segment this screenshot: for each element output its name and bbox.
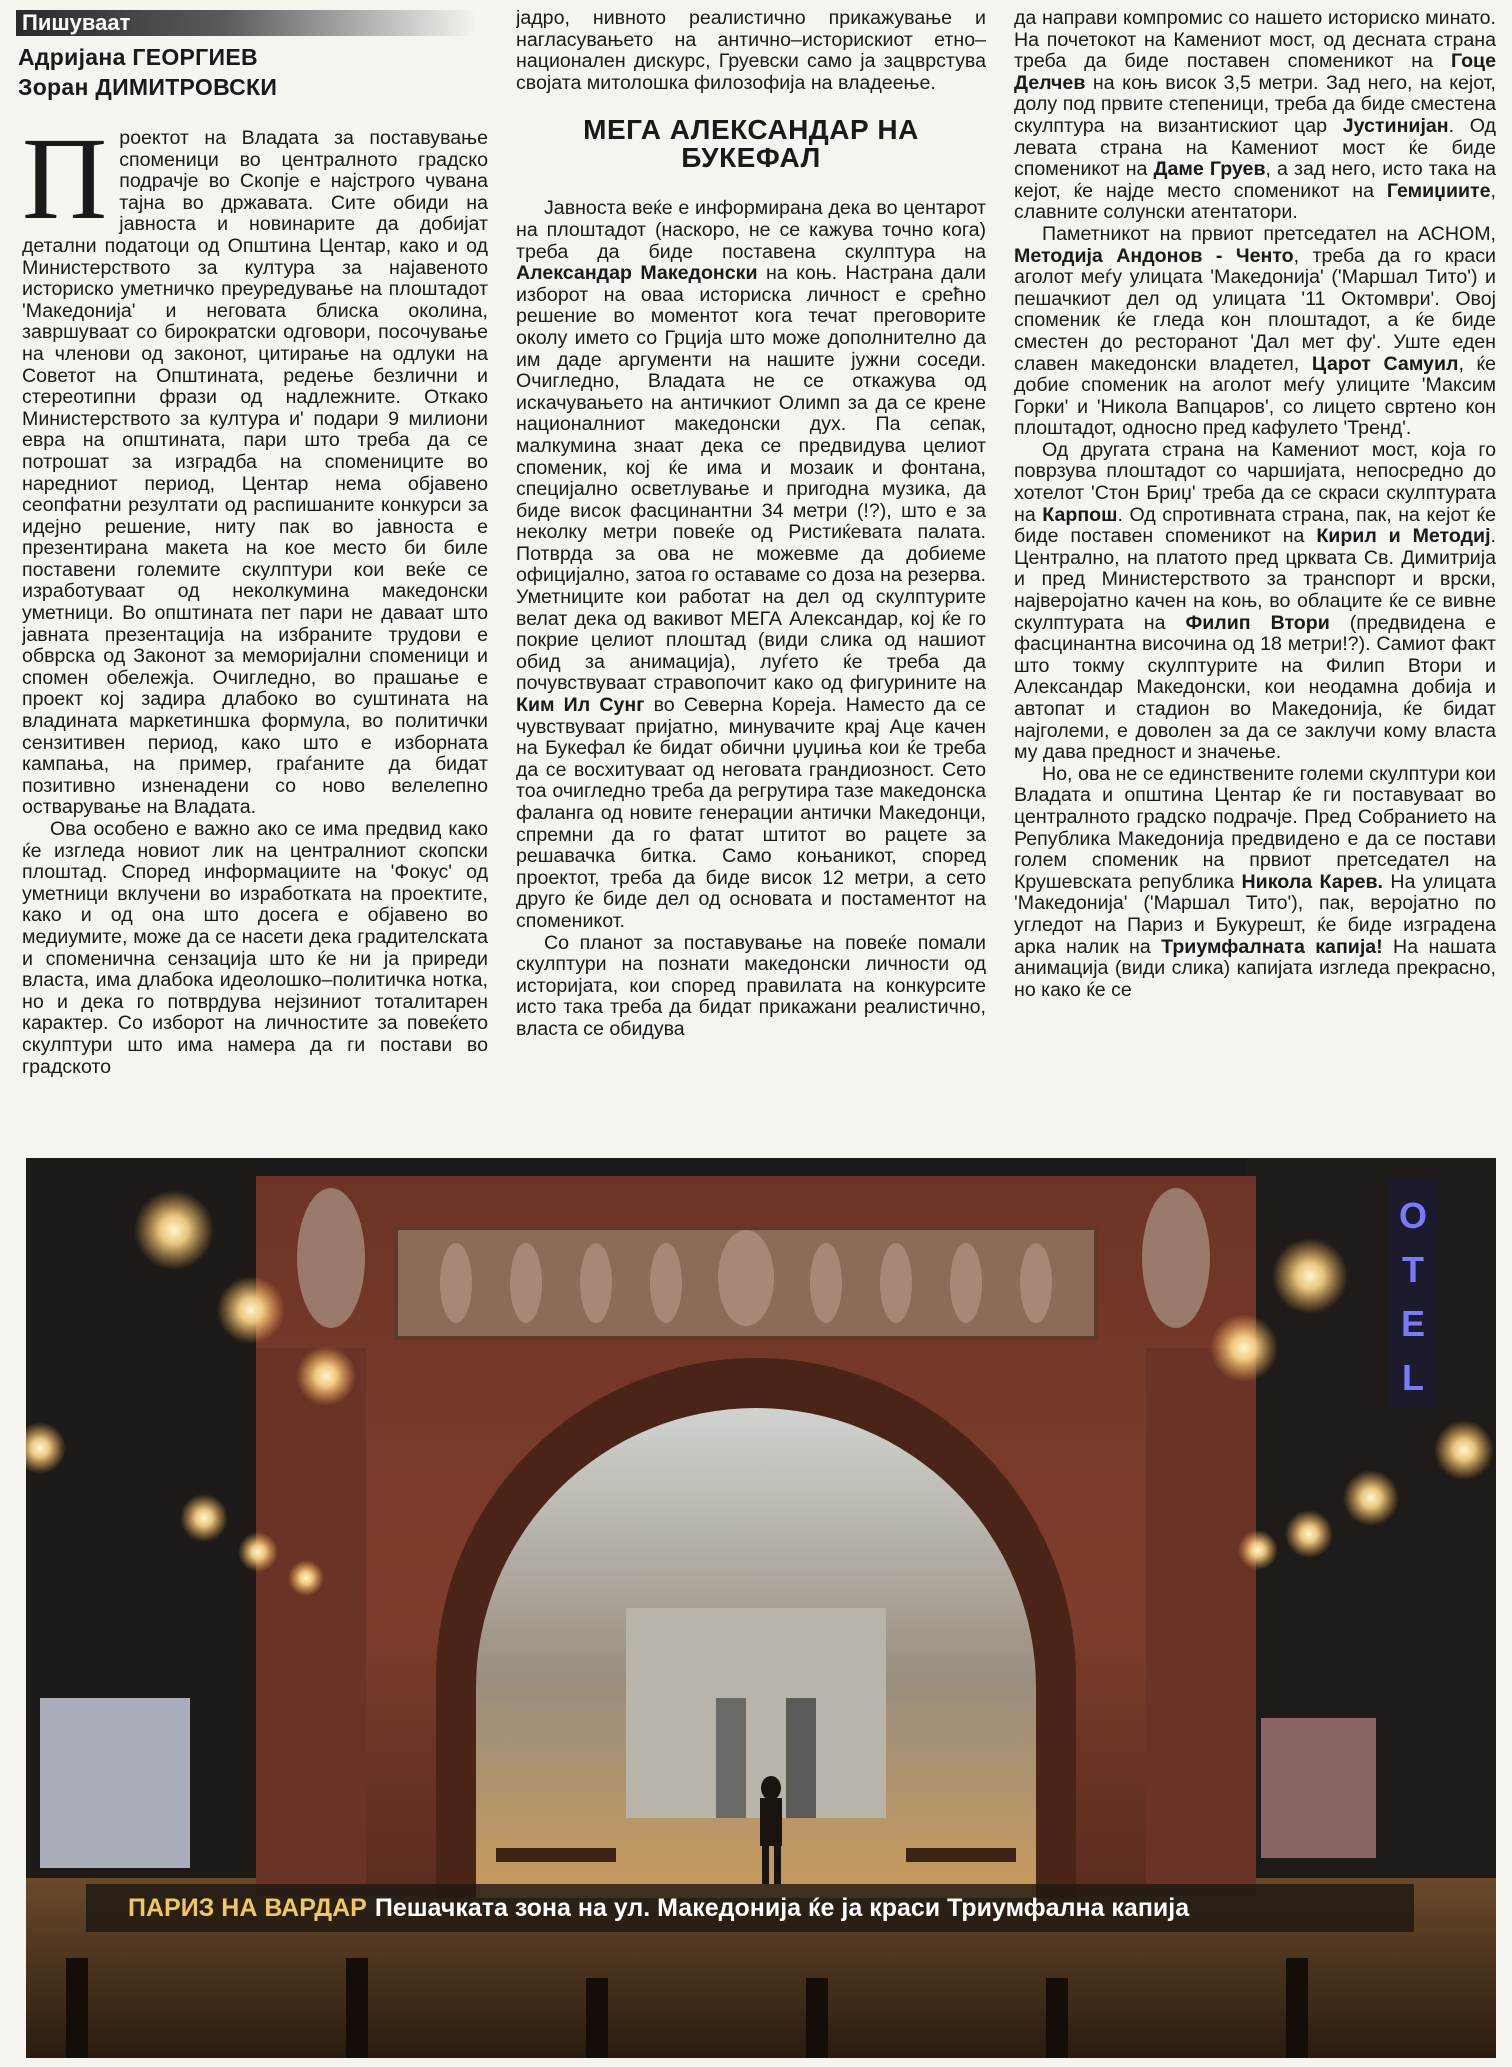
subheading: МЕГА АЛЕКСАНДАР НА БУКЕФАЛ xyxy=(583,114,919,174)
highlighted-name: Никола Карев. xyxy=(1241,870,1383,893)
bench-right xyxy=(906,1848,1016,1862)
hotel-sign-letter: T xyxy=(1402,1249,1424,1290)
author-name: Адријана ГЕОРГИЕВ xyxy=(18,44,258,70)
article-column-2 xyxy=(516,8,986,1148)
section-kicker: Пишуваат xyxy=(16,10,476,36)
hotel-sign-letter: O xyxy=(1398,1195,1428,1236)
angel-statue-right xyxy=(1142,1188,1210,1328)
pedestrian-figure xyxy=(761,1776,781,1800)
distant-building xyxy=(626,1608,886,1818)
article-paragraph: Но, ова не се единствените големи скулптури кои Владата и општина Центар ќе ги поставуваат во централното градско подрачје. Пред Собранието на Република Македонија предвидено е да се постави голем споменик на првиот претседател на Крушевската република Никола Карев. На улицата 'Македонија' ('Маршал Тито'), пак, веројатно по угледот на Париз и Букурешт, ќе биде изградена арка налик на Триумфалната капија! На нашата анимација (види слика) капијата изгледа прекрасно, но како ќе се xyxy=(1014,762,1496,1001)
highlighted-name: Александар Македонски xyxy=(516,262,758,285)
shop-window-left xyxy=(40,1698,190,1868)
byline xyxy=(18,42,488,102)
author-name: Зоран ДИМИТРОВСКИ xyxy=(18,74,278,100)
article-paragraph: јадро, нивното реалистично прикажување и нагласувањето на антично–историскиот етно–национален дискурс, Груевски само ја зацврстува својата митолошка филозофија на владеење. xyxy=(516,8,986,94)
article-paragraph: Паметникот на првиот претседател на АСНОМ, Методија Андонов - Ченто, треба да го краси аголот меѓу улицата 'Македонија' ('Маршал Тито') и пешачкиот дел од улицата '11 Октомври'. Овој споменик ќе гледа кон плоштадот, а ќе биде сместен до ресторанот 'Дал мет фу'. Уште еден славен македонски владетел, Царот Самуил, ќе добие споменик на аголот меѓу улиците 'Максим Горки' и 'Никола Вапцаров', со лицето свртено кон плоштадот, односно пред кафулето 'Тренд'. xyxy=(1014,222,1496,440)
article-paragraph: да направи компромис со нашето историско минато. На почетокот на Камениот мост, од десната страна треба да биде поставен споменикот на Гоце Делчев на коњ висок 3,5 метри. Зад него, на кејот, долу под првите степеници, треба да биде сместена скулптура на византискиот цар Јустинијан. Од левата страна на Камениот мост ќе биде споменикот на Даме Груев, а зад него, исто така на кејот, ќе најде место споменикот на Гемиџиите, славните солунски атентатори. xyxy=(1014,8,1496,224)
article-paragraph: Со планот за поставување на повеќе помали скулптури на познати македонски личности од историјата, кои според правилата на конкурсите исто така треба да бидат прикажани реалистично, власта се обидува xyxy=(516,931,986,1040)
arch-pillar-right xyxy=(1146,1348,1256,1888)
highlighted-name: Кирил и Методиј xyxy=(1316,525,1491,548)
highlighted-name: Царот Самуил xyxy=(1311,352,1459,375)
article-paragraph: Ова особено е важно ако се има предвид како ќе изгледа новиот лик на централниот скопски плоштад. Според информациите на 'Фокус' од уметници вклучени во изработката на проектите, како и од она што досега е објавено во медиумите, може да се насети дека градителската и споменична сензација што ќе ни ја приреди власта, има длабока идеолошко–политичка нотка, но и дека го потврдува нејзиниот тоталитарен карактер. Со изборот на личностите за повеќето скулптури што има намера да ги постави во градското xyxy=(22,818,488,1078)
highlighted-name: Јустинијан xyxy=(1342,114,1449,137)
bench-left xyxy=(496,1848,616,1862)
photo-caption xyxy=(86,1884,1414,1932)
highlighted-name: Методија Андонов - Ченто xyxy=(1014,244,1294,267)
caption-keyword: ПАРИЗ НА ВАРДАР xyxy=(128,1894,367,1922)
highlighted-name: Карпош xyxy=(1042,503,1118,526)
article-column-3 xyxy=(1014,8,1496,1148)
highlighted-name: Гоце Делчев xyxy=(1014,50,1496,94)
drop-cap: П xyxy=(22,128,108,244)
highlighted-name: Филип Втори xyxy=(1185,611,1330,634)
hotel-sign-letter: E xyxy=(1400,1303,1426,1344)
hotel-sign-letter: L xyxy=(1402,1357,1424,1398)
article-column-1 xyxy=(22,128,488,1146)
arch-pillar-left xyxy=(256,1348,366,1888)
caption-text: Пешачката зона на ул. Македонија ќе ја краси Триумфална капија xyxy=(374,1894,1190,1922)
highlighted-name: Гемиџиите xyxy=(1386,179,1491,202)
highlighted-name: Ким Ил Сунг xyxy=(516,694,645,717)
shop-window-right xyxy=(1261,1718,1376,1858)
paragraph-text: роектот на Владата за поставување споменици во централното градско подрачје во Скопје е најстрого чувана тајна во државата. Сите обиди на јавноста и новинарите да добијат детални податоци од Општина Центар, како и од Министерството за култура за најавеното историско уметничко преуредување на плоштадот 'Македонија' и неговата блиска околина, завршуваат со бирократски одговори, посочување на членови од законот, цитирање на одлуки на Советот на Општината, редење безлични и стереотипни фрази од надлежните. Откако Министерството за култура и' подари 9 милиони евра на општината, пари што треба да се потрошат за изградба на спомениците во наредниот период, Центар нема објавено сеопфатни резултати од распишаните конкурси за идејно решение, ниту пак во јавноста е презентирана макета на кое место би биле поставени големите скулптури кои веќе се изработуваат од неколкумина македонски уметници. Во општината пет пари не даваат што јавната презентација на избраните трудови е обврска од Законот за меморијални споменици и спомен обележја. Очигледно, во прашање е проект кој задира длабоко во суштината на владината маркетиншка формула, во политички сензитивен период, како што е изборната кампања, на пример, граѓаните да бидат позитивно изненадени со ново велелепно остварување на Владата. xyxy=(22,128,488,819)
article-paragraph: Од другата страна на Камениот мост, која го поврзува плоштадот со чаршијата, непосредно до хотелот 'Стон Бриџ' треба да се скраси скулптурата на Карпош. Од спротивната страна, пак, на кејот ќе биде поставен споменикот на Кирил и Методиј. Централно, на платото пред црквата Св. Димитрија и пред Министерството за транспорт и врски, најверојатно качен на коњ, во облаците ќе се вивне скулптурата на Филип Втори (предвидена е фасцинантна височина од 18 метри!?). Самиот факт што токму скулптурите на Филип Втори и Александар Македонски, кои неодамна добија и автопат и стадион во Македонија, ќе бидат најголеми, е доволен за да се заклучи кому власта му дава предност и значење. xyxy=(1014,438,1496,764)
angel-statue-left xyxy=(297,1188,365,1328)
highlighted-name: Даме Груев xyxy=(1153,158,1266,181)
article-paragraph xyxy=(22,128,488,819)
article-paragraph: Јавноста веќе е информирана дека во центарот на плоштадот (наскоро, не се кажува точно кога) треба да биде поставена скулптура на Александар Македонски на коњ. Настрана дали изборот на оваа историска личност е срећно решение во моментот кога течат преговорите околу името со Грција што може дополнително да им даде аргументи на нашите јужни соседи. Очигледно, Владата не се откажува од искачувањето на античкиот Олимп за да се крене националниот македонски дух. Па сепак, малкумина знаат дека се предвидува целиот споменик, кој ќе има и мозаик и фонтана, специјално осветлување и пригодна музика, да биде висок фасцинантни 34 метри (!?), што е за неколку метри повеќе од Ристиќевата палата. Потврда за ова не можевме да добиеме официјално, затоа го оставаме со доза на резерва. Уметниците кои работат на дел од скулптурите велат дека од вакивот МЕГА Александар, кој ќе го покрие целиот плоштад (види слика од нашиот обид за анимација), луѓето ќе треба да почувствуваат стравопочит како од фигурините на Ким Ил Сунг во Северна Кореја. Наместо да се чувствуваат пријатно, минувачите крај Аце качен на Букефал ќе бидат обични џуџиња кои ќе треба да се восхитуваат од неговата грандиозност. Сето тоа очигледно треба да регрутира тазе македонска фаланга од новите генерации антички Македонци, спремни да го фатат штитот во рацете за решавачка битка. Само коњаникот, според проектот, треба да биде висок 12 метри, а сето друго ќе биде дел од основата и постаментот на споменикот. xyxy=(516,197,986,932)
highlighted-name: Триумфалната капија! xyxy=(1161,935,1383,958)
